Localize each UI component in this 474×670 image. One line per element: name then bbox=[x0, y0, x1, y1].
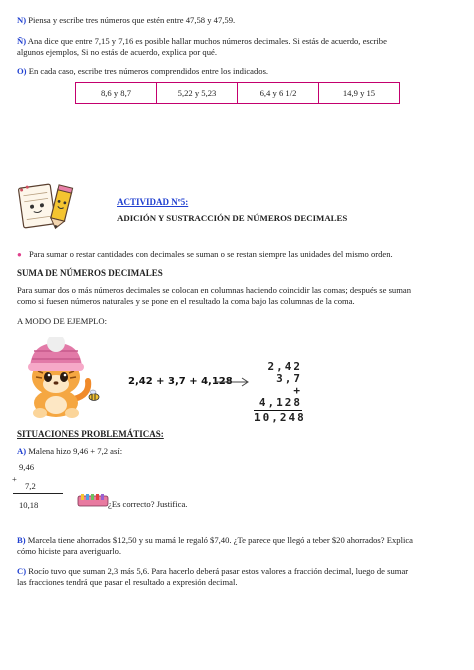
pencil-case-icon bbox=[77, 494, 109, 510]
problem-c bbox=[17, 566, 465, 588]
suma-line-1: Para sumar dos o más números decimales se colocan en columnas haciendo coincidir las comas; después se suman bbox=[17, 285, 412, 295]
column-addition bbox=[254, 360, 306, 424]
column-result: 10,248 bbox=[254, 411, 306, 424]
suma-heading: SUMA DE NÚMEROS DECIMALES bbox=[17, 268, 163, 278]
problem-c-text-1: Rocío tuvo que suman 2,3 más 5,6. Para hacerlo deberá pasar estos valores a fracción decimal, luego de sumar bbox=[28, 566, 409, 576]
problem-b bbox=[17, 535, 465, 557]
problem-c-label: C) bbox=[17, 566, 27, 576]
work-line bbox=[13, 493, 63, 494]
notebook-pencil-icon bbox=[15, 180, 77, 230]
item-o-text: En cada caso, escribe tres números comprendidos entre los indicados. bbox=[28, 66, 269, 76]
example-expression: 2,42 + 3,7 + 4,128 bbox=[128, 376, 233, 387]
item-enye-text-2: algunos ejemplos, Si no estás de acuerdo, explica por qué. bbox=[17, 47, 217, 57]
activity-subtitle: ADICIÓN Y SUSTRACCIÓN DE NÚMEROS DECIMALES bbox=[117, 213, 348, 223]
range-cell: 8,6 y 8,7 bbox=[76, 83, 157, 104]
range-cell: 6,4 y 6 1/2 bbox=[238, 83, 319, 104]
problem-a bbox=[17, 446, 122, 457]
item-enye-text-1: Ana dice que entre 7,15 y 7,16 es posible hallar muchos números decimales. Si estás de acuerdo, escribe bbox=[27, 36, 387, 46]
item-o-label: O) bbox=[17, 66, 27, 76]
work-n2: 7,2 bbox=[25, 481, 36, 491]
activity-title: ACTIVIDAD Nº5: bbox=[117, 197, 189, 207]
range-cell: 14,9 y 15 bbox=[319, 83, 400, 104]
item-n bbox=[17, 15, 235, 26]
column-row: 2,42 bbox=[267, 360, 302, 373]
suma-line-2: como si fuesen números naturales y se pone en el resultado la coma bajo las columnas de la coma. bbox=[17, 296, 355, 306]
arrow-right-icon bbox=[215, 377, 251, 390]
item-enye bbox=[17, 36, 462, 58]
item-n-text: Piensa y escribe tres números que estén entre 47,58 y 47,59. bbox=[28, 15, 236, 25]
problem-b-text-1: Marcela tiene ahorrados $12,50 y su mamá le regaló $7,40. ¿Te parece que llegó a teber $20 ahorrados? Explica bbox=[27, 535, 413, 545]
problem-b-label: B) bbox=[17, 535, 26, 545]
item-o bbox=[17, 66, 268, 77]
rule-bullet bbox=[17, 249, 393, 260]
range-cell: 5,22 y 5,23 bbox=[157, 83, 238, 104]
problem-c-text-2: las fracciones tendrá que pasar el resultado a expresión decimal. bbox=[17, 577, 238, 587]
ranges-table bbox=[75, 82, 400, 104]
question-text: ¿Es correcto? Justifica. bbox=[108, 499, 188, 509]
item-enye-label: Ñ) bbox=[17, 36, 27, 46]
example-label: A MODO DE EJEMPLO: bbox=[17, 316, 107, 326]
work-n1: 9,46 bbox=[19, 462, 35, 472]
column-row: + 4,128 bbox=[258, 384, 302, 409]
problem-a-text: Malena hizo 9,46 + 7,2 así: bbox=[28, 446, 123, 456]
bullet-icon: ● bbox=[17, 250, 22, 259]
work-plus: + bbox=[12, 474, 17, 484]
suma-text bbox=[17, 285, 462, 307]
tiger-illustration bbox=[14, 337, 104, 419]
column-row: 3,7 bbox=[276, 372, 302, 385]
work-result: 10,18 bbox=[19, 500, 39, 510]
problem-b-text-2: cómo hiciste para averiguarlo. bbox=[17, 546, 122, 556]
item-n-label: N) bbox=[17, 15, 27, 25]
problem-a-label: A) bbox=[17, 446, 27, 456]
situaciones-heading: SITUACIONES PROBLEMÁTICAS: bbox=[17, 429, 164, 439]
rule-text: Para sumar o restar cantidades con decimales se suman o se restan siempre las unidades del mismo orden. bbox=[29, 249, 393, 259]
